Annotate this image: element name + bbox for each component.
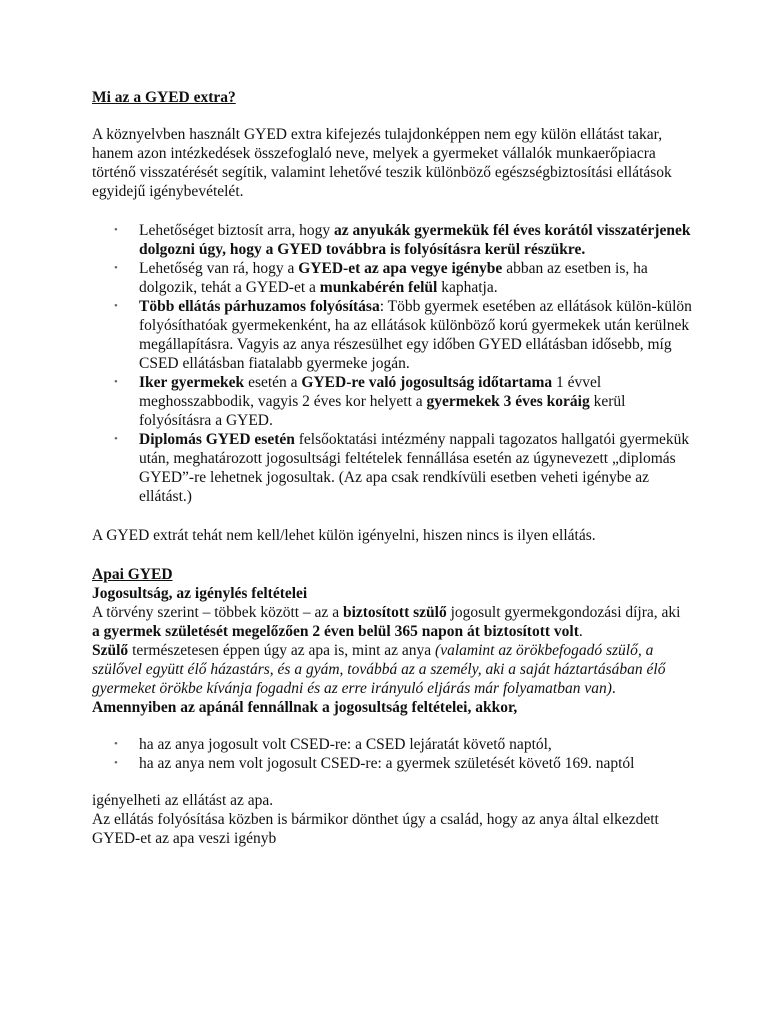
eligibility-paragraph: A törvény szerint – többek között – az a biztosított szülő jogosult gyermekgondozási díjra, aki a gyermek születését megelőzően 2 éven belül 365 napon át biztosított volt.: [92, 604, 681, 640]
list-item: • Több ellátás párhuzamos folyósítása: Több gyermek esetében az ellátások külön-külön folyósíthatóak gyermekenként, ha az ellátások különböző korú gyermekek után kerülnek megállapításra. Vagyis az anya részesülhet egy időben GYED ellátásban idősebb, míg CSED ellátásban fiatalabb gyermeke jogán.: [114, 298, 692, 372]
features-list: [92, 221, 692, 506]
section-title: Apai GYED: [92, 566, 173, 583]
bullet-icon: •: [114, 376, 118, 388]
bullet-icon: •: [114, 738, 118, 750]
summary-paragraph: A GYED extrát tehát nem kell/lehet külön igényelni, hiszen nincs is ilyen ellátás.: [92, 527, 596, 544]
list-item: • Lehetőség van rá, hogy a GYED-et az apa vegye igénybe abban az esetben is, ha dolgozik, tehát a GYED-et a munkabérén felül kaphatja.: [114, 260, 648, 296]
list-item: • Iker gyermekek esetén a GYED-re való jogosultság időtartama 1 évvel meghosszabbodik, vagyis 2 éves kor helyett a gyermekek 3 éves koráig kerül folyósításra a GYED.: [114, 374, 626, 429]
intro-paragraph: A köznyelvben használt GYED extra kifejezés tulajdonképpen nem egy külön ellátást takar, hanem azon intézkedések összefoglaló neve, melyek a gyermeket vállalók munkaerőpiacra történő visszatérését segítik, valamint lehetővé teszik különböző egészségbiztosítási ellátások egyidejű igénybevételét.: [92, 126, 672, 200]
bullet-icon: •: [114, 262, 118, 274]
list-item: • Diplomás GYED esetén felsőoktatási intézmény nappali tagozatos hallgatói gyermekük után, meghatározott jogosultsági feltételek fennállása esetén az úgynevezett „diplomás GYED”-re lehetnek jogosultak. (Az apa csak rendkívüli esetben veheti igénybe az ellátást.): [114, 431, 690, 505]
bullet-icon: •: [114, 224, 118, 236]
list-item: • ha az anya jogosult volt CSED-re: a CSED lejáratát követő naptól,: [114, 736, 552, 753]
parent-definition-paragraph: Szülő természetesen éppen úgy az apa is, mint az anya (valamint az örökbefogadó szülő, a szülővel együtt élő házastárs, és a gyám, továbbá az a személy, aki a saját háztartásában élő gyermeket örökbe kívánja fogadni és az erre irányuló eljárás már folyamatban van).: [92, 642, 666, 697]
subsection-title: Jogosultság, az igénylés feltételei: [92, 585, 308, 602]
page-title: Mi az a GYED extra?: [92, 89, 236, 106]
list-item: • ha az anya nem volt jogosult CSED-re: a gyermek születését követő 169. naptól: [114, 755, 635, 772]
bullet-icon: •: [114, 300, 118, 312]
bullet-icon: •: [114, 757, 118, 769]
list-item: • Lehetőséget biztosít arra, hogy az anyukák gyermekük fél éves korától visszatérjenek dolgozni úgy, hogy a GYED továbbra is folyósításra kerül részükre.: [114, 222, 691, 258]
document-body: [92, 88, 692, 848]
closing-line-2: Az ellátás folyósítása közben is bármikor dönthet úgy a család, hogy az anya által elkezdett GYED-et az apa veszi igényb: [92, 811, 659, 847]
conditions-list: [92, 735, 692, 773]
bullet-icon: •: [114, 433, 118, 445]
closing-line-1: igényelheti az ellátást az apa.: [92, 792, 274, 809]
condition-heading: Amennyiben az apánál fennállnak a jogosultság feltételei, akkor,: [92, 699, 518, 716]
